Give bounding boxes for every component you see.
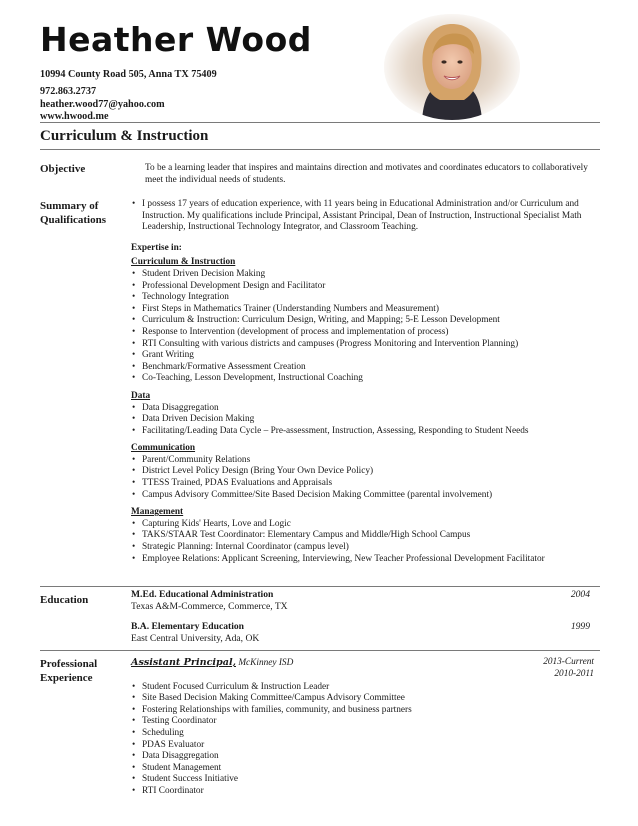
experience-section bbox=[131, 657, 598, 798]
data-list bbox=[131, 403, 598, 438]
list-item: • Student Management bbox=[131, 763, 598, 775]
list-item: • First Steps in Mathematics Trainer (Understanding Numbers and Measurement) bbox=[131, 304, 598, 316]
website[interactable]: www.hwood.me bbox=[40, 111, 109, 123]
school: Texas A&M-Commerce, Commerce, TX bbox=[131, 600, 288, 612]
objective-text: To be a learning leader that inspires and maintains direction and motivates and coordinates educators to collaboratively meet the individual needs of students. bbox=[145, 163, 588, 185]
list-item: • Student Success Initiative bbox=[131, 774, 598, 786]
job-dates bbox=[543, 657, 594, 680]
list-item: • Data Disaggregation bbox=[131, 751, 598, 763]
email[interactable]: heather.wood77@yahoo.com bbox=[40, 98, 165, 110]
education-section bbox=[131, 589, 598, 644]
list-item: • Benchmark/Formative Assessment Creation bbox=[131, 362, 598, 374]
job-date-range: 2013-Current bbox=[543, 657, 594, 667]
education-label: Education bbox=[40, 594, 89, 606]
list-item: • Campus Advisory Committee/Site Based Decision Making Committee (parental involvement) bbox=[131, 490, 598, 502]
list-item: • Data Disaggregation bbox=[131, 403, 598, 415]
list-item: • RTI Consulting with various districts and campuses (Progress Monitoring and Intervention Planning) bbox=[131, 339, 598, 351]
list-item: • Employee Relations: Applicant Screening, Interviewing, New Teacher Professional Development Facilitator bbox=[131, 554, 598, 566]
list-item: • Data Driven Decision Making bbox=[131, 414, 598, 426]
job-organization: McKinney ISD bbox=[238, 658, 294, 668]
profile-photo bbox=[384, 14, 520, 120]
education-entry bbox=[131, 589, 598, 612]
list-item: • Facilitating/Leading Data Cycle – Pre-assessment, Instruction, Assessing, Responding to Student Needs bbox=[131, 426, 598, 438]
list-item: • Fostering Relationships with families, community, and business partners bbox=[131, 705, 598, 717]
list-item: • Strategic Planning: Internal Coordinator (campus level) bbox=[131, 542, 598, 554]
communication-list bbox=[131, 455, 598, 501]
candidate-name: Heather Wood bbox=[40, 20, 312, 59]
job-entry bbox=[131, 657, 598, 679]
resume-title: Curriculum & Instruction bbox=[40, 128, 209, 144]
degree: B.A. Elementary Education bbox=[131, 621, 244, 633]
list-item: • Parent/Community Relations bbox=[131, 455, 598, 467]
list-item: • Curriculum & Instruction: Curriculum Design, Writing, and Mapping; 5-E Lesson Development bbox=[131, 315, 598, 327]
list-item: • Testing Coordinator bbox=[131, 716, 598, 728]
list-item: • TAKS/STAAR Test Coordinator: Elementary Campus and Middle/High School Campus bbox=[131, 530, 598, 542]
summary-label: Summary of Qualifications bbox=[40, 200, 107, 226]
job-date-range: 2010-2011 bbox=[554, 668, 594, 679]
list-item: • Co-Teaching, Lesson Development, Instructional Coaching bbox=[131, 373, 598, 385]
list-item: • Professional Development Design and Facilitator bbox=[131, 281, 598, 293]
list-item: • Technology Integration bbox=[131, 292, 598, 304]
expertise-label: Expertise in: bbox=[131, 242, 182, 253]
education-entry bbox=[131, 621, 598, 644]
header-rule bbox=[40, 122, 600, 123]
title-rule bbox=[40, 149, 600, 150]
management-heading: Management bbox=[131, 507, 184, 518]
objective-label: Objective bbox=[40, 163, 86, 175]
experience-label: Professional Experience bbox=[40, 658, 98, 684]
list-item: • Site Based Decision Making Committee/Campus Advisory Committee bbox=[131, 693, 598, 705]
curriculum-heading: Curriculum & Instruction bbox=[131, 257, 236, 268]
list-item: • Response to Intervention (development of process and implementation of process) bbox=[131, 327, 598, 339]
list-item: • Student Focused Curriculum & Instruction Leader bbox=[131, 682, 598, 694]
summary-section bbox=[131, 199, 598, 565]
list-item: • TTESS Trained, PDAS Evaluations and Appraisals bbox=[131, 478, 598, 490]
degree: M.Ed. Educational Administration bbox=[131, 589, 274, 600]
school: East Central University, Ada, OK bbox=[131, 632, 260, 644]
list-item: • Student Driven Decision Making bbox=[131, 269, 598, 281]
list-item: • Grant Writing bbox=[131, 350, 598, 362]
summary-intro: • I possess 17 years of education experience, with 11 years being in Educational Administration and/or Curriculum and Instruction. My qualifications include Principal, Assistant Principal, Dean of Instruction, Instructional Specialist Math Leadership, Instructional Technology Integrator, and Classroom Teaching. bbox=[131, 199, 598, 234]
list-item: • RTI Coordinator bbox=[131, 786, 598, 798]
education-rule bbox=[40, 586, 600, 587]
list-item: • District Level Policy Design (Bring Your Own Device Policy) bbox=[131, 466, 598, 478]
job-duties-list bbox=[131, 682, 598, 798]
address: 10994 County Road 505, Anna TX 75409 bbox=[40, 69, 217, 80]
curriculum-list bbox=[131, 269, 598, 385]
portrait-illustration bbox=[384, 14, 520, 120]
data-heading: Data bbox=[131, 390, 151, 401]
summary-intro-list bbox=[131, 199, 598, 234]
degree-year: 1999 bbox=[570, 621, 590, 633]
degree-year: 2004 bbox=[570, 589, 590, 600]
list-item: • PDAS Evaluator bbox=[131, 740, 598, 752]
phone: 972.863.2737 bbox=[40, 85, 97, 97]
communication-heading: Communication bbox=[131, 443, 196, 454]
list-item: • Capturing Kids' Hearts, Love and Logic bbox=[131, 519, 598, 531]
management-list bbox=[131, 519, 598, 565]
experience-rule bbox=[40, 650, 600, 651]
contact-block bbox=[40, 69, 217, 124]
list-item: • Scheduling bbox=[131, 728, 598, 740]
job-position: Assistant Principal, bbox=[131, 657, 236, 668]
